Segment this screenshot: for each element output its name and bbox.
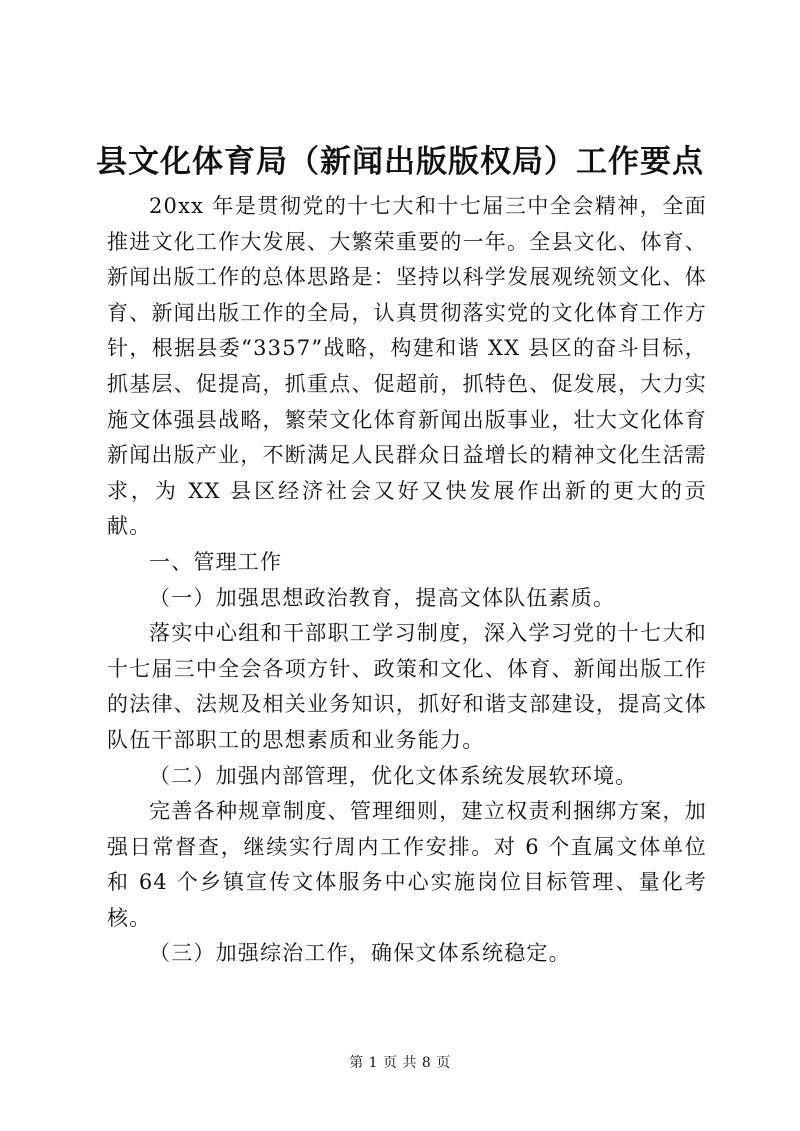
subsection-paragraph-2: 完善各种规章制度、管理细则，建立权责利捆绑方案，加强日常督查，继续实行周内工作安排。对 6 个直属文体单位和 64 个乡镇宣传文体服务中心实施岗位目标管理、量化考核。 — [107, 799, 707, 930]
document-title: 县文化体育局（新闻出版版权局）工作要点 — [96, 144, 704, 180]
intro-paragraph: 20xx 年是贯彻党的十七大和十七届三中全会精神，全面推进文化工作大发展、大繁荣重要的一年。全县文化、体育、新闻出版工作的总体思路是：坚持以科学发展观统领文化、体育、新闻出版工作的全局，认真贯彻落实党的文化体育工作方针，根据县委“3357”战略，构建和谐 XX 县区的奋斗目标，抓基层、促提高，抓重点、促超前，抓特色、促发展，大力实施文体强县战略，繁荣文化体育新闻出版事业，壮大文化体育新闻出版产业，不断满足人民群众日益增长的精神文化生活需求，为 XX 县区经济社会又好又快发展作出新的更大的贡献。 — [107, 194, 707, 539]
subsection-heading-1: （一）加强思想政治教育，提高文体队伍素质。 — [149, 585, 616, 610]
section-heading-management: 一、管理工作 — [149, 549, 283, 574]
document-body — [107, 189, 707, 972]
subsection-heading-2: （二）加强内部管理，优化文体系统发展软环境。 — [149, 763, 638, 788]
subsection-heading-3: （三）加强综治工作，确保文体系统稳定。 — [149, 941, 571, 966]
subsection-paragraph-1: 落实中心组和干部职工学习制度，深入学习党的十七大和十七届三中全会各项方针、政策和文化、体育、新闻出版工作的法律、法规及相关业务知识，抓好和谐支部建设，提高文体队伍干部职工的思想素质和业务能力。 — [107, 621, 707, 752]
page-footer: 第 1 页 共 8 页 — [349, 1055, 451, 1071]
